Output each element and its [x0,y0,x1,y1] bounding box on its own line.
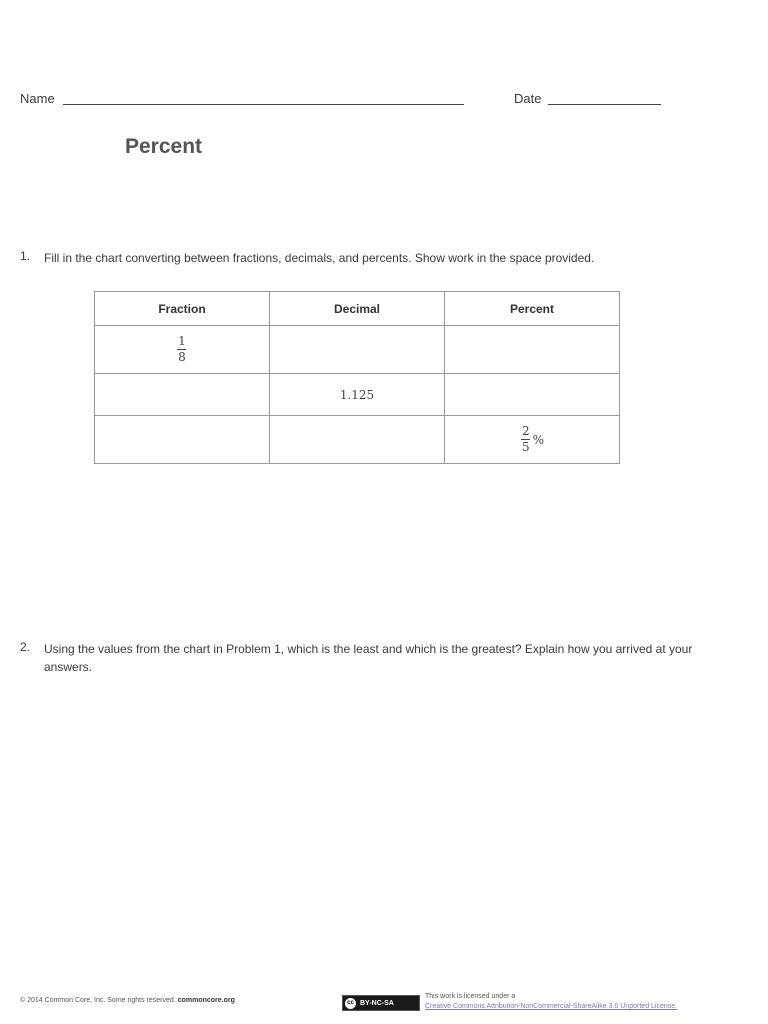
problem-2-text: Using the values from the chart in Problem 1, which is the least and which is the greatest? Explain how you arrived at your answers. [44,642,693,674]
date-label: Date [514,91,542,106]
table-header-row [95,292,620,326]
page-title: Percent [125,135,203,158]
percent-cell [445,416,620,464]
license-link[interactable]: Creative Commons Attribution-NonCommercial-ShareAlike 3.0 Unported License. [425,1003,678,1010]
copyright-text: © 2014 Common Core, Inc. Some rights reserved. [20,997,176,1004]
table-row [95,326,620,374]
footer-copyright [20,997,235,1004]
footer-site-link[interactable]: commoncore.org [177,997,235,1004]
percent-sign: % [532,432,545,447]
table-row [95,416,620,464]
table-row [95,374,620,416]
percent-fraction-value [520,425,532,454]
decimal-cell[interactable] [270,416,445,464]
fraction-denominator: 5 [521,440,530,454]
fraction-cell[interactable] [95,416,270,464]
date-blank-line[interactable] [548,104,661,105]
header-decimal: Decimal [270,292,445,326]
cc-license-badge[interactable] [342,995,420,1011]
license-text: This work is licensed under a [425,993,516,1000]
fraction-numerator: 2 [521,424,530,438]
header-fraction: Fraction [95,292,270,326]
problem-2-number: 2. [20,640,31,654]
name-blank-line[interactable] [63,104,464,105]
fraction-denominator: 8 [178,350,186,364]
problem-1-number: 1. [20,249,31,263]
fraction-cell[interactable] [95,374,270,416]
name-label: Name [20,91,55,106]
fraction-numerator: 1 [178,334,186,348]
percent-cell[interactable] [445,374,620,416]
conversion-table [94,291,620,464]
problem-1-text: Fill in the chart converting between fractions, decimals, and percents. Show work in the space provided. [44,251,595,265]
cc-icon: cc [345,998,356,1009]
cc-badge-label: BY-NC-SA [360,999,394,1007]
percent-cell[interactable] [445,326,620,374]
fraction-value [176,335,188,364]
decimal-cell[interactable] [270,326,445,374]
decimal-cell: 1.125 [270,374,445,416]
header-percent: Percent [445,292,620,326]
fraction-cell [95,326,270,374]
